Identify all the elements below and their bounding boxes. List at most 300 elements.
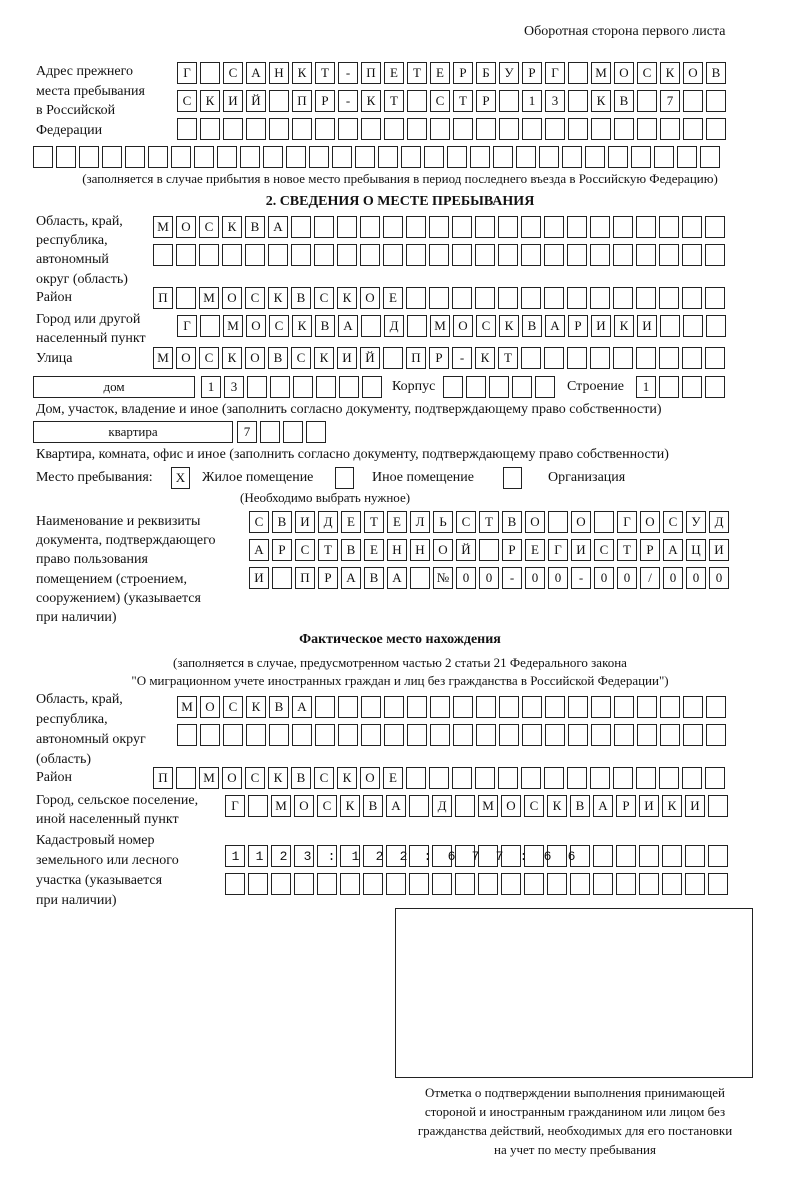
char-cell[interactable]: С xyxy=(594,539,614,561)
char-cell[interactable]: О xyxy=(222,287,242,309)
char-cell[interactable] xyxy=(682,216,702,238)
char-cell[interactable]: К xyxy=(340,795,360,817)
char-cell[interactable]: С xyxy=(245,287,265,309)
char-cell[interactable]: Т xyxy=(617,539,637,561)
char-cell[interactable] xyxy=(361,118,381,140)
char-cell[interactable] xyxy=(590,244,610,266)
char-cell[interactable] xyxy=(708,795,728,817)
char-cell[interactable] xyxy=(705,216,725,238)
char-cell[interactable] xyxy=(478,873,498,895)
char-cell[interactable]: 0 xyxy=(479,567,499,589)
char-cell[interactable] xyxy=(407,90,427,112)
char-cell[interactable] xyxy=(590,347,610,369)
char-cell[interactable] xyxy=(660,696,680,718)
char-cell[interactable] xyxy=(639,873,659,895)
char-cell[interactable]: А xyxy=(338,315,358,337)
char-cell[interactable]: К xyxy=(292,62,312,84)
char-cell[interactable]: И xyxy=(639,795,659,817)
char-cell[interactable] xyxy=(499,118,519,140)
char-cell[interactable]: Е xyxy=(364,539,384,561)
char-cell[interactable]: О xyxy=(360,767,380,789)
char-cell[interactable]: И xyxy=(709,539,729,561)
char-cell[interactable] xyxy=(176,287,196,309)
char-cell[interactable] xyxy=(430,118,450,140)
char-cell[interactable]: С xyxy=(249,511,269,533)
char-cell[interactable]: Д xyxy=(384,315,404,337)
char-cell[interactable]: Т xyxy=(315,62,335,84)
char-cell[interactable] xyxy=(567,347,587,369)
char-cell[interactable] xyxy=(291,244,311,266)
char-cell[interactable] xyxy=(293,376,313,398)
char-cell[interactable]: Т xyxy=(364,511,384,533)
char-cell[interactable]: Й xyxy=(246,90,266,112)
char-cell[interactable] xyxy=(659,767,679,789)
char-cell[interactable]: О xyxy=(525,511,545,533)
char-cell[interactable] xyxy=(591,724,611,746)
region-row-2[interactable] xyxy=(153,244,728,266)
char-cell[interactable] xyxy=(363,873,383,895)
previous-address-row-1[interactable] xyxy=(177,62,729,84)
char-cell[interactable]: В xyxy=(291,287,311,309)
char-cell[interactable] xyxy=(498,767,518,789)
char-cell[interactable] xyxy=(432,873,452,895)
previous-address-row-2[interactable] xyxy=(177,90,729,112)
char-cell[interactable]: 0 xyxy=(548,567,568,589)
char-cell[interactable] xyxy=(683,696,703,718)
char-cell[interactable] xyxy=(637,118,657,140)
char-cell[interactable]: Р xyxy=(272,539,292,561)
char-cell[interactable]: Т xyxy=(407,62,427,84)
char-cell[interactable]: К xyxy=(547,795,567,817)
char-cell[interactable] xyxy=(409,873,429,895)
char-cell[interactable]: Е xyxy=(383,767,403,789)
char-cell[interactable]: К xyxy=(268,287,288,309)
char-cell[interactable] xyxy=(548,511,568,533)
char-cell[interactable]: А xyxy=(387,567,407,589)
char-cell[interactable]: О xyxy=(640,511,660,533)
char-cell[interactable]: Р xyxy=(476,90,496,112)
char-cell[interactable]: Ц xyxy=(686,539,706,561)
char-cell[interactable]: 0 xyxy=(686,567,706,589)
char-cell[interactable] xyxy=(544,767,564,789)
char-cell[interactable]: Г xyxy=(177,315,197,337)
char-cell[interactable] xyxy=(384,696,404,718)
char-cell[interactable] xyxy=(705,244,725,266)
char-cell[interactable]: В xyxy=(291,767,311,789)
char-cell[interactable] xyxy=(677,146,697,168)
char-cell[interactable] xyxy=(654,146,674,168)
char-cell[interactable] xyxy=(361,315,381,337)
char-cell[interactable]: 0 xyxy=(456,567,476,589)
char-cell[interactable] xyxy=(639,845,659,867)
char-cell[interactable]: 0 xyxy=(709,567,729,589)
char-cell[interactable] xyxy=(148,146,168,168)
char-cell[interactable] xyxy=(268,244,288,266)
char-cell[interactable]: О xyxy=(176,216,196,238)
char-cell[interactable] xyxy=(614,696,634,718)
char-cell[interactable] xyxy=(683,90,703,112)
char-cell[interactable]: С xyxy=(223,696,243,718)
char-cell[interactable] xyxy=(476,696,496,718)
char-cell[interactable]: Р xyxy=(429,347,449,369)
char-cell[interactable] xyxy=(613,244,633,266)
char-cell[interactable]: П xyxy=(292,90,312,112)
char-cell[interactable]: С xyxy=(637,62,657,84)
char-cell[interactable] xyxy=(682,767,702,789)
char-cell[interactable] xyxy=(176,767,196,789)
char-cell[interactable] xyxy=(383,244,403,266)
char-cell[interactable] xyxy=(443,376,463,398)
char-cell[interactable]: В xyxy=(502,511,522,533)
char-cell[interactable]: Е xyxy=(383,287,403,309)
char-cell[interactable]: К xyxy=(200,90,220,112)
char-cell[interactable]: М xyxy=(478,795,498,817)
char-cell[interactable] xyxy=(269,90,289,112)
char-cell[interactable] xyxy=(240,146,260,168)
char-cell[interactable] xyxy=(636,244,656,266)
char-cell[interactable] xyxy=(636,767,656,789)
char-cell[interactable] xyxy=(613,767,633,789)
char-cell[interactable]: Г xyxy=(548,539,568,561)
char-cell[interactable] xyxy=(314,244,334,266)
char-cell[interactable]: К xyxy=(361,90,381,112)
char-cell[interactable] xyxy=(429,287,449,309)
char-cell[interactable] xyxy=(683,118,703,140)
char-cell[interactable] xyxy=(475,767,495,789)
char-cell[interactable] xyxy=(545,696,565,718)
char-cell[interactable]: К xyxy=(499,315,519,337)
char-cell[interactable] xyxy=(567,287,587,309)
char-cell[interactable]: И xyxy=(591,315,611,337)
char-cell[interactable] xyxy=(613,287,633,309)
char-cell[interactable]: Н xyxy=(269,62,289,84)
char-cell[interactable] xyxy=(315,696,335,718)
char-cell[interactable] xyxy=(682,244,702,266)
char-cell[interactable]: 1 xyxy=(201,376,221,398)
char-cell[interactable]: Р xyxy=(318,567,338,589)
actual-district-row[interactable] xyxy=(153,767,728,789)
char-cell[interactable]: С xyxy=(199,216,219,238)
char-cell[interactable]: Т xyxy=(318,539,338,561)
char-cell[interactable]: А xyxy=(249,539,269,561)
actual-region-row-1[interactable] xyxy=(177,696,729,718)
char-cell[interactable]: Н xyxy=(387,539,407,561)
char-cell[interactable] xyxy=(355,146,375,168)
char-cell[interactable] xyxy=(499,724,519,746)
char-cell[interactable]: Й xyxy=(360,347,380,369)
char-cell[interactable] xyxy=(452,216,472,238)
char-cell[interactable] xyxy=(455,873,475,895)
char-cell[interactable] xyxy=(429,216,449,238)
char-cell[interactable] xyxy=(570,873,590,895)
char-cell[interactable] xyxy=(407,724,427,746)
char-cell[interactable] xyxy=(636,347,656,369)
char-cell[interactable] xyxy=(294,873,314,895)
char-cell[interactable]: В xyxy=(341,539,361,561)
char-cell[interactable] xyxy=(314,216,334,238)
char-cell[interactable] xyxy=(547,873,567,895)
char-cell[interactable] xyxy=(659,287,679,309)
building-row[interactable] xyxy=(636,376,728,398)
char-cell[interactable]: 0 xyxy=(617,567,637,589)
char-cell[interactable]: И xyxy=(685,795,705,817)
char-cell[interactable] xyxy=(453,724,473,746)
char-cell[interactable]: 0 xyxy=(525,567,545,589)
char-cell[interactable] xyxy=(616,873,636,895)
char-cell[interactable] xyxy=(177,118,197,140)
char-cell[interactable] xyxy=(384,724,404,746)
char-cell[interactable] xyxy=(429,767,449,789)
char-cell[interactable] xyxy=(613,216,633,238)
char-cell[interactable]: К xyxy=(222,347,242,369)
char-cell[interactable]: И xyxy=(637,315,657,337)
char-cell[interactable] xyxy=(476,724,496,746)
char-cell[interactable]: П xyxy=(153,287,173,309)
char-cell[interactable] xyxy=(340,873,360,895)
char-cell[interactable] xyxy=(263,146,283,168)
char-cell[interactable]: П xyxy=(153,767,173,789)
previous-address-row-3[interactable] xyxy=(177,118,729,140)
char-cell[interactable]: С xyxy=(295,539,315,561)
char-cell[interactable]: С xyxy=(245,767,265,789)
char-cell[interactable]: Е xyxy=(384,62,404,84)
char-cell[interactable] xyxy=(407,118,427,140)
char-cell[interactable] xyxy=(339,376,359,398)
char-cell[interactable] xyxy=(247,376,267,398)
char-cell[interactable] xyxy=(544,347,564,369)
char-cell[interactable] xyxy=(269,118,289,140)
char-cell[interactable]: С xyxy=(524,795,544,817)
char-cell[interactable] xyxy=(386,873,406,895)
char-cell[interactable]: И xyxy=(223,90,243,112)
char-cell[interactable] xyxy=(498,244,518,266)
char-cell[interactable]: М xyxy=(153,347,173,369)
char-cell[interactable] xyxy=(475,244,495,266)
char-cell[interactable] xyxy=(306,421,326,443)
char-cell[interactable]: Д xyxy=(432,795,452,817)
char-cell[interactable]: Р xyxy=(568,315,588,337)
char-cell[interactable] xyxy=(568,90,588,112)
char-cell[interactable] xyxy=(361,724,381,746)
char-cell[interactable] xyxy=(593,845,613,867)
char-cell[interactable]: И xyxy=(295,511,315,533)
char-cell[interactable]: М xyxy=(430,315,450,337)
char-cell[interactable] xyxy=(246,118,266,140)
char-cell[interactable] xyxy=(223,724,243,746)
char-cell[interactable]: - xyxy=(338,90,358,112)
char-cell[interactable]: Г xyxy=(225,795,245,817)
char-cell[interactable]: К xyxy=(475,347,495,369)
char-cell[interactable] xyxy=(217,146,237,168)
char-cell[interactable]: О xyxy=(200,696,220,718)
char-cell[interactable]: Е xyxy=(341,511,361,533)
char-cell[interactable] xyxy=(685,873,705,895)
char-cell[interactable] xyxy=(424,146,444,168)
char-cell[interactable]: С xyxy=(317,795,337,817)
char-cell[interactable]: 0 xyxy=(594,567,614,589)
char-cell[interactable] xyxy=(613,347,633,369)
char-cell[interactable] xyxy=(544,287,564,309)
char-cell[interactable] xyxy=(362,376,382,398)
char-cell[interactable] xyxy=(447,146,467,168)
char-cell[interactable] xyxy=(79,146,99,168)
char-cell[interactable] xyxy=(512,376,532,398)
char-cell[interactable]: О xyxy=(433,539,453,561)
char-cell[interactable]: К xyxy=(268,767,288,789)
char-cell[interactable]: М xyxy=(591,62,611,84)
char-cell[interactable]: С xyxy=(476,315,496,337)
char-cell[interactable]: Д xyxy=(709,511,729,533)
char-cell[interactable]: К xyxy=(337,767,357,789)
char-cell[interactable] xyxy=(659,244,679,266)
char-cell[interactable] xyxy=(125,146,145,168)
document-row-3[interactable] xyxy=(249,567,732,589)
char-cell[interactable] xyxy=(222,244,242,266)
char-cell[interactable]: - xyxy=(571,567,591,589)
char-cell[interactable] xyxy=(360,216,380,238)
char-cell[interactable] xyxy=(637,696,657,718)
char-cell[interactable] xyxy=(176,244,196,266)
char-cell[interactable]: К xyxy=(246,696,266,718)
char-cell[interactable] xyxy=(706,315,726,337)
residential-checkbox[interactable]: X xyxy=(171,467,190,489)
char-cell[interactable] xyxy=(429,244,449,266)
char-cell[interactable] xyxy=(659,216,679,238)
char-cell[interactable] xyxy=(662,845,682,867)
char-cell[interactable]: Р xyxy=(616,795,636,817)
char-cell[interactable] xyxy=(453,696,473,718)
char-cell[interactable] xyxy=(271,873,291,895)
char-cell[interactable] xyxy=(544,244,564,266)
char-cell[interactable] xyxy=(637,90,657,112)
char-cell[interactable] xyxy=(430,724,450,746)
char-cell[interactable] xyxy=(479,539,499,561)
char-cell[interactable]: / xyxy=(640,567,660,589)
char-cell[interactable]: И xyxy=(571,539,591,561)
char-cell[interactable]: О xyxy=(245,347,265,369)
char-cell[interactable] xyxy=(475,287,495,309)
char-cell[interactable] xyxy=(616,845,636,867)
char-cell[interactable] xyxy=(200,724,220,746)
char-cell[interactable]: В xyxy=(364,567,384,589)
char-cell[interactable]: С xyxy=(291,347,311,369)
char-cell[interactable] xyxy=(568,724,588,746)
char-cell[interactable]: К xyxy=(662,795,682,817)
char-cell[interactable] xyxy=(521,216,541,238)
char-cell[interactable] xyxy=(590,216,610,238)
char-cell[interactable] xyxy=(171,146,191,168)
char-cell[interactable] xyxy=(102,146,122,168)
char-cell[interactable]: А xyxy=(246,62,266,84)
char-cell[interactable]: С xyxy=(314,767,334,789)
other-premises-checkbox[interactable] xyxy=(335,467,354,489)
char-cell[interactable] xyxy=(568,696,588,718)
char-cell[interactable] xyxy=(200,118,220,140)
char-cell[interactable] xyxy=(705,287,725,309)
char-cell[interactable]: А xyxy=(386,795,406,817)
char-cell[interactable]: Д xyxy=(318,511,338,533)
char-cell[interactable]: С xyxy=(663,511,683,533)
street-row[interactable] xyxy=(153,347,728,369)
cadastral-row-2[interactable] xyxy=(225,873,731,895)
char-cell[interactable] xyxy=(430,696,450,718)
char-cell[interactable] xyxy=(499,696,519,718)
char-cell[interactable] xyxy=(631,146,651,168)
char-cell[interactable]: - xyxy=(502,567,522,589)
char-cell[interactable] xyxy=(452,244,472,266)
char-cell[interactable] xyxy=(200,62,220,84)
char-cell[interactable] xyxy=(466,376,486,398)
char-cell[interactable] xyxy=(270,376,290,398)
char-cell[interactable] xyxy=(683,724,703,746)
char-cell[interactable]: 1 xyxy=(522,90,542,112)
char-cell[interactable]: М xyxy=(199,287,219,309)
char-cell[interactable] xyxy=(245,244,265,266)
char-cell[interactable] xyxy=(567,767,587,789)
char-cell[interactable]: К xyxy=(660,62,680,84)
char-cell[interactable] xyxy=(544,216,564,238)
char-cell[interactable]: 1 xyxy=(636,376,656,398)
char-cell[interactable] xyxy=(200,315,220,337)
char-cell[interactable]: Т xyxy=(498,347,518,369)
char-cell[interactable]: Т xyxy=(453,90,473,112)
char-cell[interactable]: Т xyxy=(479,511,499,533)
char-cell[interactable]: С xyxy=(456,511,476,533)
char-cell[interactable]: В xyxy=(268,347,288,369)
char-cell[interactable] xyxy=(292,118,312,140)
apartment-number-row[interactable] xyxy=(237,421,329,443)
char-cell[interactable]: А xyxy=(268,216,288,238)
char-cell[interactable] xyxy=(659,347,679,369)
char-cell[interactable]: Ь xyxy=(433,511,453,533)
char-cell[interactable]: У xyxy=(499,62,519,84)
char-cell[interactable]: Н xyxy=(410,539,430,561)
char-cell[interactable]: А xyxy=(341,567,361,589)
char-cell[interactable] xyxy=(706,696,726,718)
char-cell[interactable] xyxy=(409,795,429,817)
char-cell[interactable]: А xyxy=(292,696,312,718)
char-cell[interactable] xyxy=(223,118,243,140)
char-cell[interactable] xyxy=(452,767,472,789)
char-cell[interactable]: К xyxy=(314,347,334,369)
char-cell[interactable] xyxy=(636,216,656,238)
char-cell[interactable] xyxy=(338,118,358,140)
char-cell[interactable]: В xyxy=(245,216,265,238)
char-cell[interactable] xyxy=(384,118,404,140)
char-cell[interactable]: Е xyxy=(430,62,450,84)
char-cell[interactable] xyxy=(660,724,680,746)
char-cell[interactable] xyxy=(272,567,292,589)
char-cell[interactable]: Г xyxy=(545,62,565,84)
char-cell[interactable]: Г xyxy=(617,511,637,533)
char-cell[interactable] xyxy=(590,287,610,309)
char-cell[interactable]: Р xyxy=(315,90,335,112)
char-cell[interactable] xyxy=(383,216,403,238)
char-cell[interactable] xyxy=(682,347,702,369)
char-cell[interactable] xyxy=(470,146,490,168)
char-cell[interactable] xyxy=(153,244,173,266)
char-cell[interactable]: О xyxy=(360,287,380,309)
char-cell[interactable] xyxy=(56,146,76,168)
char-cell[interactable]: Р xyxy=(522,62,542,84)
char-cell[interactable] xyxy=(493,146,513,168)
char-cell[interactable]: П xyxy=(295,567,315,589)
char-cell[interactable] xyxy=(338,696,358,718)
char-cell[interactable] xyxy=(594,511,614,533)
char-cell[interactable] xyxy=(337,244,357,266)
house-number-row[interactable] xyxy=(201,376,385,398)
char-cell[interactable] xyxy=(452,287,472,309)
